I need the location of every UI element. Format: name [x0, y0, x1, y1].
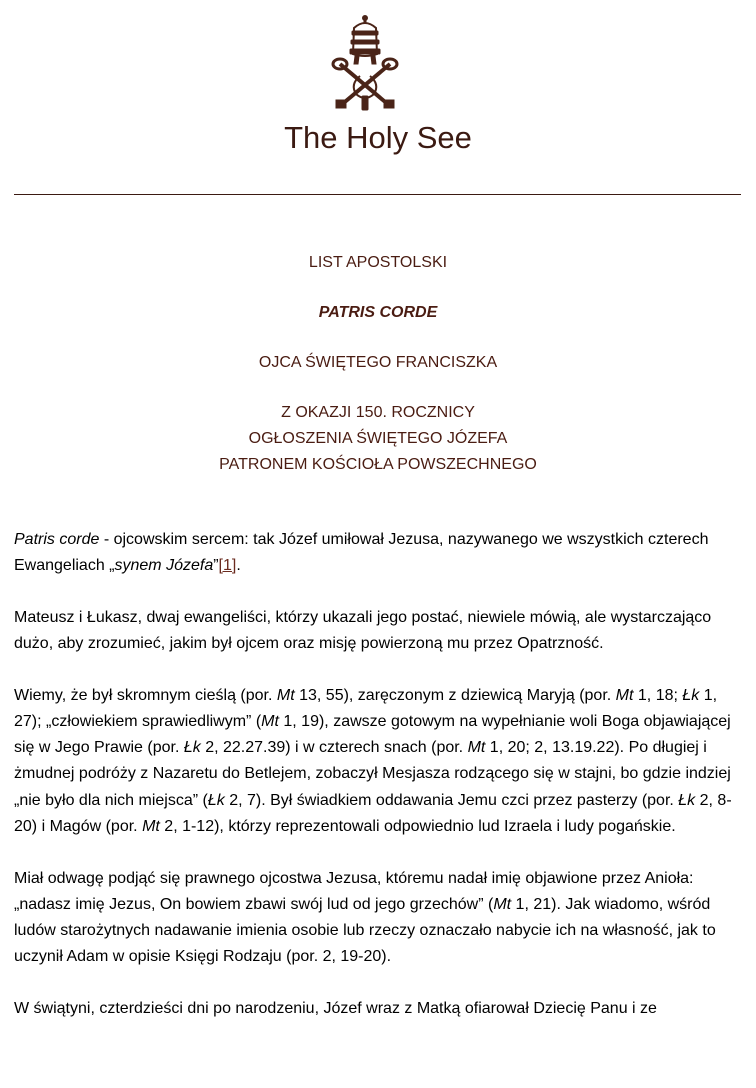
scripture-abbrev: Mt [615, 686, 634, 704]
document-occasion [0, 400, 756, 478]
paragraph: W świątyni, czterdzieści dni po narodzeniu, Józef wraz z Matką ofiarował Dziecię Panu i ze [14, 999, 657, 1017]
scripture-abbrev: Mt [467, 739, 486, 757]
paragraph-text: ” [213, 557, 219, 575]
body-text [14, 527, 742, 1048]
paragraph-text: 1, 18; [633, 686, 683, 704]
paragraph-text: 2, 7). Był świadkiem oddawania Jemu czci przez pasterzy (por. [224, 791, 679, 809]
document-type: LIST APOSTOLSKI [308, 254, 448, 271]
header-divider [14, 194, 741, 195]
paragraph-text: Wiemy, że był skromnym cieślą (por. [14, 686, 277, 704]
paragraph: Mateusz i Łukasz, dwaj ewangeliści, którzy ukazali jego postać, niewiele mówią, ale wystarczająco dużo, aby zrozumieć, jakim był ojcem oraz misję powierzoną mu przez Opatrzność. [14, 608, 712, 653]
italic-phrase: synem Józefa [114, 557, 214, 575]
papal-keys-crest-icon [330, 14, 400, 114]
paragraph-text: 1, 20; 2, 13.19.22). Po długiej i żmudnej podróży z Nazaretu do Betlejem, zobaczył Mesjasza rodzącego się w stajni, bo gdzie indziej „nie było dla nich miejsca” ( [14, 739, 731, 809]
paragraph-text: Miał odwagę podjąć się prawnego ojcostwa Jezusa, któremu nadał imię objawione przez Anioła: „nadasz imię Jezus, On bowiem zbawi swój lud od jego grzechów” ( [14, 869, 694, 913]
paragraph-text: 1, 19), zawsze gotowym na wypełnianie woli Boga objawiającej się w Jego Prawie (por. [14, 713, 731, 757]
scripture-abbrev: Mt [493, 895, 512, 913]
scripture-abbrev: Łk [183, 739, 201, 757]
paragraph-text: 13, 55), zaręczonym z dziewicą Maryją (por. [294, 686, 616, 704]
scripture-abbrev: Łk [207, 791, 225, 809]
paragraph-text: - ojcowskim sercem: tak Józef umiłował Jezusa, nazywanego we wszystkich czterech Ewangeliach „ [14, 531, 709, 575]
scripture-abbrev: Mt [276, 686, 295, 704]
scripture-abbrev: Mt [261, 713, 279, 731]
document-author: OJCA ŚWIĘTEGO FRANCISZKA [258, 354, 498, 371]
scripture-abbrev: Łk [682, 686, 700, 704]
footnote-link[interactable]: [1] [218, 557, 237, 575]
paragraph-text: 2, 1-12), którzy reprezentowali odpowiednio lud Izraela i ludy pogańskie. [159, 817, 676, 835]
paragraph [14, 683, 742, 840]
paragraph-text: 1, 21). Jak wiadomo, wśród ludów starożytnych nadawanie imienia osobie lub rzeczy oznaczało nabycie ich na własność, jak to uczynił Adam w opisie Księgi Rodzaju (por. 2, 19-20). [14, 895, 716, 966]
paragraph [14, 527, 742, 579]
paragraph [14, 866, 742, 971]
paragraph-text: 2, 22.27.39) i w czterech snach (por. [200, 739, 468, 757]
paragraph-text: 2, 8-20) i Magów (por. [14, 791, 732, 835]
scripture-abbrev: Mt [142, 817, 160, 835]
scripture-abbrev: Łk [678, 791, 696, 809]
occasion-line: Z OKAZJI 150. ROCZNICY [281, 404, 475, 421]
paragraph-text: 1, 27); „człowiekiem sprawiedliwym” ( [14, 686, 718, 731]
occasion-line: PATRONEM KOŚCIOŁA POWSZECHNEGO [219, 456, 537, 473]
site-title[interactable]: The Holy See [284, 120, 472, 155]
paragraph-text: . [236, 557, 241, 575]
document-title: PATRIS CORDE [318, 304, 438, 321]
italic-phrase: Patris corde [14, 531, 100, 548]
occasion-line: OGŁOSZENIA ŚWIĘTEGO JÓZEFA [248, 430, 508, 447]
